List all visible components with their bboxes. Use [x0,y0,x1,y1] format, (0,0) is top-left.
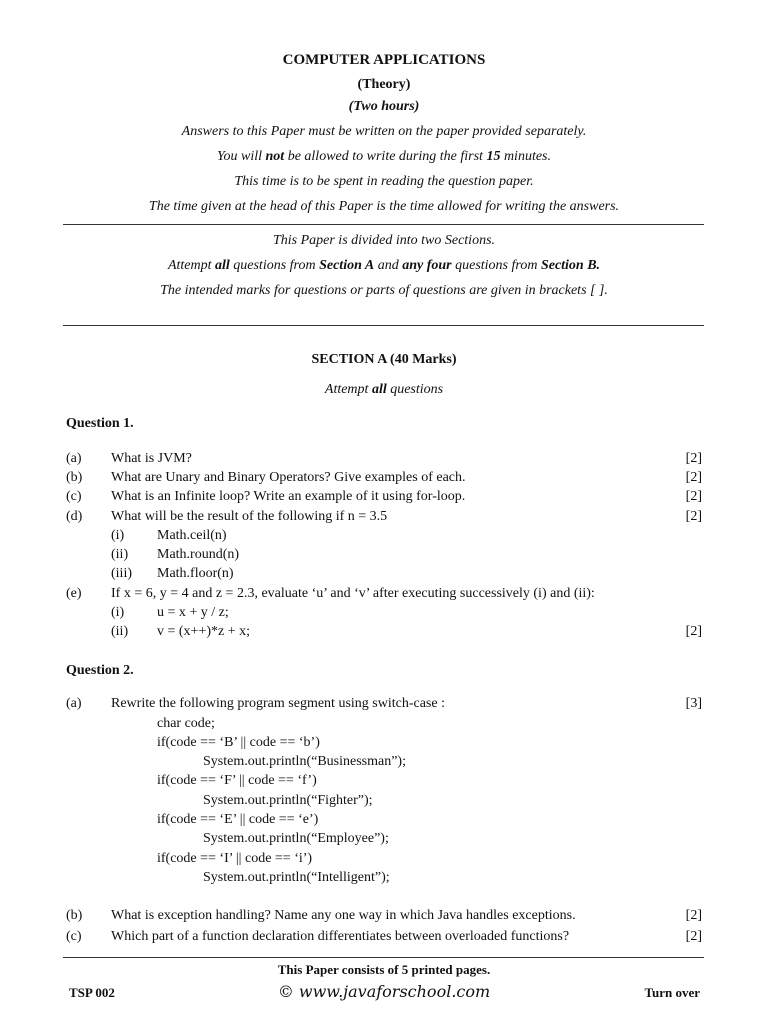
text-span-bold: all [371,382,387,397]
instruction-line-2 [0,149,768,165]
q1-d-iii-label: (iii) [111,566,132,581]
q2-c-label: (c) [66,929,82,944]
q1-e-i-text: u = x + y / z; [157,605,229,620]
text-span-bold: Section A [319,258,375,273]
instruction-line-3: This time is to be spent in reading the question paper. [234,174,534,189]
q1-e-label: (e) [66,586,82,601]
divider-middle [63,325,704,326]
q1-e-marks: [2] [685,624,702,639]
q1-b-text: What are Unary and Binary Operators? Give examples of each. [111,470,466,485]
question-1-heading: Question 1. [66,416,134,431]
watermark-text: © www.javaforschool.com [277,982,491,1001]
section-a-title: SECTION A (40 Marks) [311,352,457,367]
text-span: questions [386,382,444,397]
q1-c-text: What is an Infinite loop? Write an example of it using for-loop. [111,489,466,504]
q1-b-label: (b) [66,470,83,485]
q1-a-label: (a) [66,451,82,466]
q1-d-marks: [2] [685,509,702,524]
code-line: System.out.println(“Employee”); [203,831,389,846]
section-a-attempt [0,382,768,398]
q1-e-i-label: (i) [111,605,125,620]
paper-subtitle: (Theory) [357,77,411,92]
text-span: be allowed to write during the first [284,149,487,164]
code-line: if(code == ‘B’ || code == ‘b’) [157,735,320,750]
text-span: minutes. [500,149,551,164]
q2-a-text: Rewrite the following program segment using switch-case : [111,696,445,711]
text-span-bold: 15 [486,149,501,164]
q1-d-label: (d) [66,509,83,524]
text-span: questions from [229,258,320,273]
code-line: if(code == ‘I’ || code == ‘i’) [157,851,313,866]
q1-d-ii-label: (ii) [111,547,129,562]
q1-c-marks: [2] [685,489,702,504]
q1-c-label: (c) [66,489,82,504]
code-line: char code; [157,716,215,731]
q1-d-i-text: Math.ceil(n) [157,528,227,543]
q1-a-marks: [2] [685,451,702,466]
paper-title: COMPUTER APPLICATIONS [282,52,486,68]
text-span-bold: any four [402,258,452,273]
q2-b-text: What is exception handling? Name any one way in which Java handles exceptions. [111,908,576,923]
text-span: and [374,258,403,273]
question-2-heading: Question 2. [66,663,134,678]
code-line: System.out.println(“Intelligent”); [203,870,390,885]
instruction-line-1: Answers to this Paper must be written on the paper provided separately. [181,124,587,139]
q1-d-ii-text: Math.round(n) [157,547,240,562]
q2-b-label: (b) [66,908,83,923]
paper-code: TSP 002 [69,985,115,1000]
text-span-bold: not [265,149,285,164]
q1-d-iii-text: Math.floor(n) [157,566,234,581]
text-span-bold: Section B. [540,258,601,273]
q2-a-label: (a) [66,696,82,711]
q1-a-text: What is JVM? [111,451,192,466]
text-span: You will [217,149,266,164]
text-span: Attempt [167,258,215,273]
turn-over-note: Turn over [644,985,700,1000]
instruction-line-4: The time given at the head of this Paper is the time allowed for writing the answers. [148,199,620,214]
q1-e-text: If x = 6, y = 4 and z = 2.3, evaluate ‘u’ and ‘v’ after executing successively (i) and (ii): [111,586,595,601]
text-span: questions from [451,258,541,273]
code-line: System.out.println(“Fighter”); [203,793,373,808]
q1-e-ii-text: v = (x++)*z + x; [157,624,251,639]
code-line: if(code == ‘E’ || code == ‘e’) [157,812,319,827]
q1-d-i-label: (i) [111,528,125,543]
q2-b-marks: [2] [685,908,702,923]
q2-c-marks: [2] [685,929,702,944]
q2-c-text: Which part of a function declaration differentiates between overloaded functions? [111,929,570,944]
code-line: if(code == ‘F’ || code == ‘f’) [157,773,317,788]
q1-b-marks: [2] [685,470,702,485]
divider-top [63,224,704,225]
text-span: Attempt [324,382,372,397]
q1-d-text: What will be the result of the following if n = 3.5 [111,509,388,524]
q2-a-marks: [3] [685,696,702,711]
paper-duration: (Two hours) [348,99,420,114]
q1-e-ii-label: (ii) [111,624,129,639]
page-count-note: This Paper consists of 5 printed pages. [277,962,491,977]
attempt-note [0,258,768,274]
code-line: System.out.println(“Businessman”); [203,754,406,769]
sections-note: This Paper is divided into two Sections. [272,233,496,248]
marks-note: The intended marks for questions or parts of questions are given in brackets [ ]. [160,283,608,298]
text-span-bold: all [214,258,230,273]
divider-footer [63,957,704,958]
